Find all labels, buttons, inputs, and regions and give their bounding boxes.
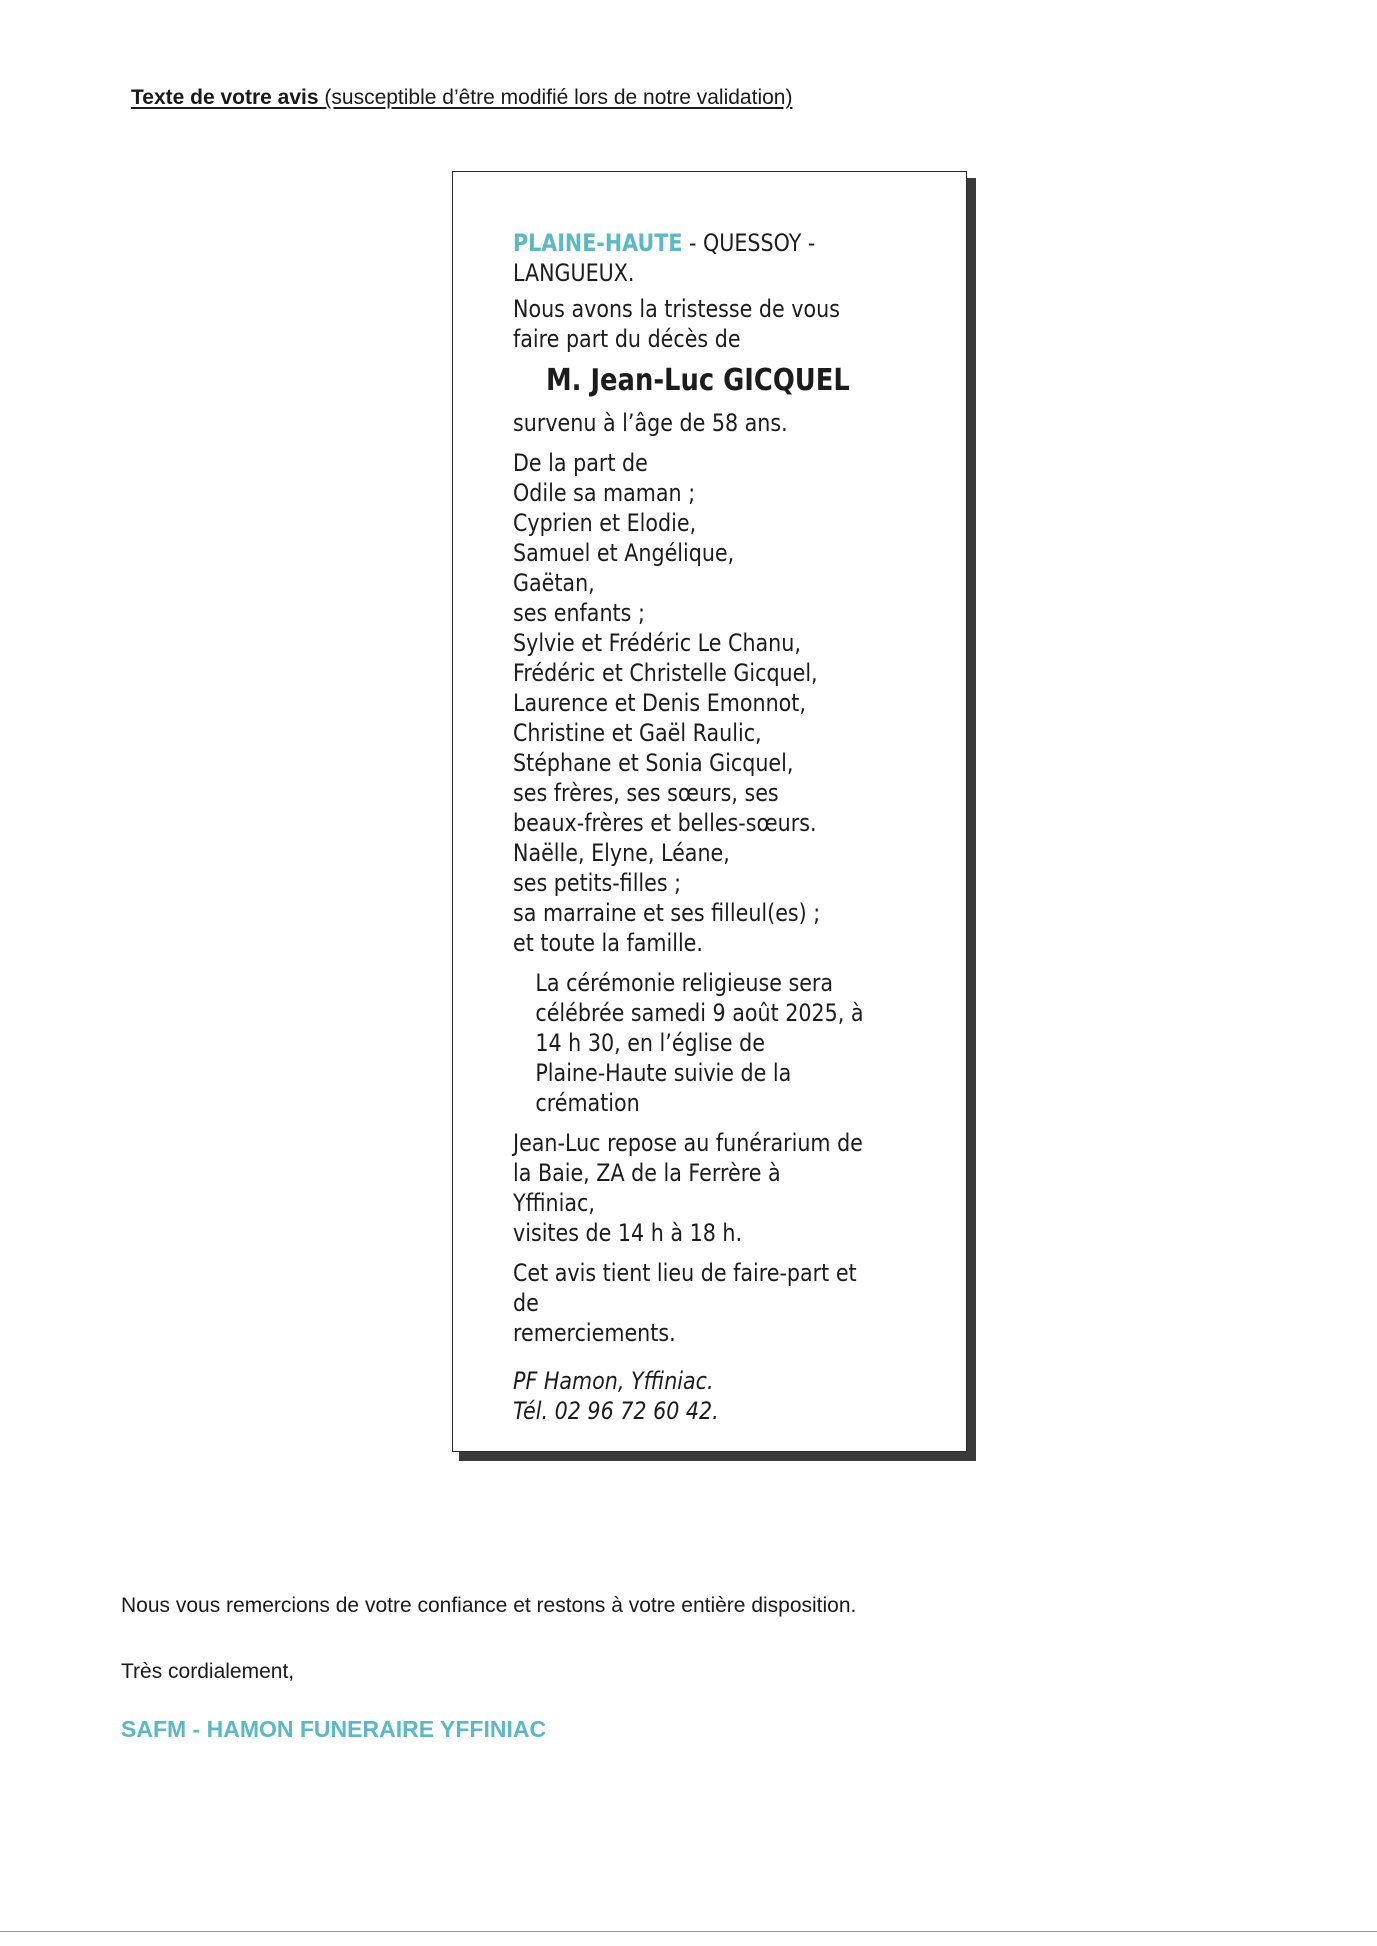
family-line: Frédéric et Christelle Gicquel,: [513, 659, 818, 687]
family-line: Christine et Gaël Raulic,: [513, 719, 762, 747]
family-line: Sylvie et Frédéric Le Chanu,: [513, 629, 801, 657]
notice-line: remerciements.: [513, 1319, 676, 1347]
age-line: survenu à l’âge de 58 ans.: [513, 409, 788, 437]
ceremony-line: crémation: [535, 1089, 640, 1117]
ceremony-line: La cérémonie religieuse sera: [535, 969, 834, 997]
company-signature: SAFM - HAMON FUNERAIRE YFFINIAC: [121, 1716, 547, 1742]
locality-highlight: PLAINE-HAUTE: [513, 229, 683, 257]
family-line: ses frères, ses sœurs, ses: [513, 779, 779, 807]
family-line: De la part de: [513, 449, 648, 477]
family-line: et toute la famille.: [513, 929, 703, 957]
notice-line: Cet avis tient lieu de faire-part et de: [513, 1259, 857, 1317]
rest-line: la Baie, ZA de la Ferrère à Yffiniac,: [513, 1159, 781, 1217]
intro-line: faire part du décès de: [513, 325, 741, 353]
family-line: Odile sa maman ;: [513, 479, 696, 507]
ceremony-paragraph: [513, 968, 866, 1118]
heading-note: (susceptible d’être modifié lors de notre validation): [324, 86, 793, 109]
locality-rest: - QUESSOY -: [682, 229, 816, 257]
notice-paragraph: [513, 1258, 866, 1348]
obituary-notice-box: [452, 171, 967, 1452]
family-line: sa marraine et ses filleul(es) ;: [513, 899, 821, 927]
rest-line: Jean-Luc repose au funérarium de: [513, 1129, 863, 1157]
ceremony-line: Plaine-Haute suivie de la: [535, 1059, 792, 1087]
family-line: Gaëtan,: [513, 569, 595, 597]
family-line: beaux-frères et belles-sœurs.: [513, 809, 817, 837]
family-line: Samuel et Angélique,: [513, 539, 735, 567]
regards-line: Très cordialement,: [121, 1660, 295, 1683]
locality-line-2: LANGUEUX.: [513, 259, 635, 287]
ceremony-line: célébrée samedi 9 août 2025, à: [535, 999, 864, 1027]
intro-line: Nous avons la tristesse de vous: [513, 295, 840, 323]
funeral-home-contact: [513, 1366, 866, 1426]
footer-divider: [0, 1931, 1377, 1932]
family-line: Stéphane et Sonia Gicquel,: [513, 749, 794, 777]
notice-body: [513, 228, 866, 1426]
funeral-home-line: PF Hamon, Yffiniac.: [513, 1367, 714, 1395]
deceased-name: M. Jean-Luc GICQUEL: [546, 363, 850, 398]
family-line: ses enfants ;: [513, 599, 645, 627]
family-line: ses petits-filles ;: [513, 869, 682, 897]
family-line: Naëlle, Elyne, Léane,: [513, 839, 730, 867]
rest-line: visites de 14 h à 18 h.: [513, 1219, 743, 1247]
family-line: Cyprien et Elodie,: [513, 509, 697, 537]
family-line: Laurence et Denis Emonnot,: [513, 689, 806, 717]
heading-label: Texte de votre avis: [131, 86, 319, 109]
funeral-home-phone: Tél. 02 96 72 60 42.: [513, 1397, 719, 1425]
ceremony-line: 14 h 30, en l’église de: [535, 1029, 765, 1057]
locality-line: [513, 228, 866, 258]
notice-text-heading: [131, 86, 792, 110]
intro-paragraph: [513, 294, 866, 354]
family-paragraph: [513, 448, 866, 958]
thanks-message: Nous vous remercions de votre confiance et restons à votre entière disposition.: [121, 1594, 857, 1617]
rest-paragraph: [513, 1128, 866, 1248]
